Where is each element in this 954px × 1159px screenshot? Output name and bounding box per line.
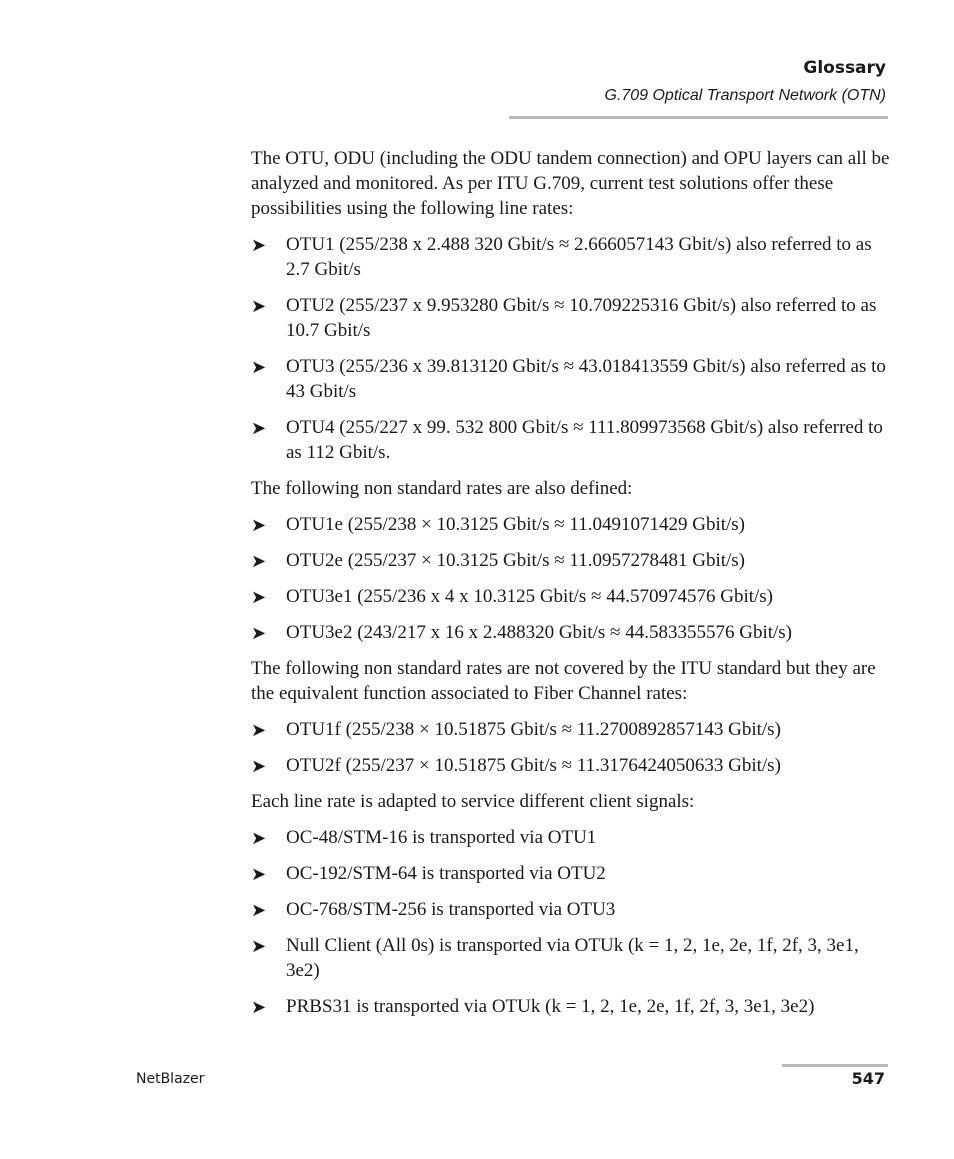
- bullet-arrow-icon: ➤: [251, 551, 267, 572]
- list-item-text: OC-768/STM-256 is transported via OTU3: [286, 899, 616, 920]
- bullet-arrow-icon: ➤: [251, 720, 267, 741]
- bullet-arrow-icon: ➤: [251, 418, 267, 439]
- list-item: [251, 620, 891, 645]
- list-item: [251, 293, 891, 343]
- list-item-text: PRBS31 is transported via OTUk (k = 1, 2, 1e, 2e, 1f, 2f, 3, 3e1, 3e2): [286, 996, 815, 1017]
- list-item: [251, 861, 891, 886]
- line-rates-list: [251, 232, 891, 465]
- nonstandard-rates-list: [251, 512, 891, 645]
- running-header-title: Glossary: [803, 58, 886, 78]
- list-item: [251, 933, 891, 983]
- list-item: [251, 415, 891, 465]
- header-divider: [509, 116, 888, 119]
- list-item: [251, 584, 891, 609]
- list-item-text: OTU4 (255/227 x 99. 532 800 Gbit/s ≈ 111.809973568 Gbit/s) also referred to as 112 Gbit/s.: [286, 417, 883, 463]
- list-item-text: OTU3 (255/236 x 39.813120 Gbit/s ≈ 43.018413559 Gbit/s) also referred as to 43 Gbit/s: [286, 356, 886, 402]
- list-item-text: OC-48/STM-16 is transported via OTU1: [286, 827, 597, 848]
- bullet-arrow-icon: ➤: [251, 936, 267, 957]
- list-item: [251, 994, 891, 1019]
- page-number: 547: [851, 1069, 885, 1088]
- list-item: [251, 897, 891, 922]
- list-item-text: OTU1e (255/238 × 10.3125 Gbit/s ≈ 11.0491071429 Gbit/s): [286, 514, 746, 535]
- list-item: [251, 512, 891, 537]
- list-item-text: OTU3e1 (255/236 x 4 x 10.3125 Gbit/s ≈ 44.570974576 Gbit/s): [286, 586, 773, 607]
- fiber-intro-paragraph: The following non standard rates are not covered by the ITU standard but they are the equivalent function associated to Fiber Channel rates:: [251, 658, 876, 704]
- list-item-text: OTU2f (255/237 × 10.51875 Gbit/s ≈ 11.3176424050633 Gbit/s): [286, 755, 781, 776]
- bullet-arrow-icon: ➤: [251, 864, 267, 885]
- list-item-text: OTU2 (255/237 x 9.953280 Gbit/s ≈ 10.709225316 Gbit/s) also referred to as 10.7 Gbit/s: [286, 295, 877, 341]
- list-item-text: OTU2e (255/237 × 10.3125 Gbit/s ≈ 11.0957278481 Gbit/s): [286, 550, 746, 571]
- list-item: [251, 354, 891, 404]
- footer-divider: [782, 1064, 888, 1067]
- footer-product-name: NetBlazer: [136, 1071, 205, 1087]
- list-item-text: OTU1f (255/238 × 10.51875 Gbit/s ≈ 11.2700892857143 Gbit/s): [286, 719, 781, 740]
- list-item: [251, 548, 891, 573]
- running-header-subtitle: G.709 Optical Transport Network (OTN): [604, 87, 886, 104]
- nonstandard-intro-paragraph: The following non standard rates are also defined:: [251, 478, 633, 499]
- bullet-arrow-icon: ➤: [251, 900, 267, 921]
- list-item-text: OTU3e2 (243/217 x 16 x 2.488320 Gbit/s ≈ 44.583355576 Gbit/s): [286, 622, 792, 643]
- bullet-arrow-icon: ➤: [251, 587, 267, 608]
- intro-paragraph: The OTU, ODU (including the ODU tandem connection) and OPU layers can all be analyzed and monitored. As per ITU G.709, current test solutions offer these possibilities using the following line rates:: [251, 148, 890, 219]
- fiber-rates-list: [251, 717, 891, 778]
- client-signals-list: [251, 825, 891, 1019]
- list-item: [251, 753, 891, 778]
- list-item: [251, 717, 891, 742]
- bullet-arrow-icon: ➤: [251, 357, 267, 378]
- bullet-arrow-icon: ➤: [251, 515, 267, 536]
- main-content: [251, 146, 891, 1030]
- bullet-arrow-icon: ➤: [251, 623, 267, 644]
- client-intro-paragraph: Each line rate is adapted to service different client signals:: [251, 791, 695, 812]
- list-item: [251, 232, 891, 282]
- list-item: [251, 825, 891, 850]
- list-item-text: Null Client (All 0s) is transported via OTUk (k = 1, 2, 1e, 2e, 1f, 2f, 3, 3e1, 3e2): [286, 935, 859, 981]
- bullet-arrow-icon: ➤: [251, 756, 267, 777]
- list-item-text: OC-192/STM-64 is transported via OTU2: [286, 863, 606, 884]
- bullet-arrow-icon: ➤: [251, 997, 267, 1018]
- bullet-arrow-icon: ➤: [251, 235, 267, 256]
- list-item-text: OTU1 (255/238 x 2.488 320 Gbit/s ≈ 2.666057143 Gbit/s) also referred to as 2.7 Gbit/s: [286, 234, 872, 280]
- bullet-arrow-icon: ➤: [251, 828, 267, 849]
- bullet-arrow-icon: ➤: [251, 296, 267, 317]
